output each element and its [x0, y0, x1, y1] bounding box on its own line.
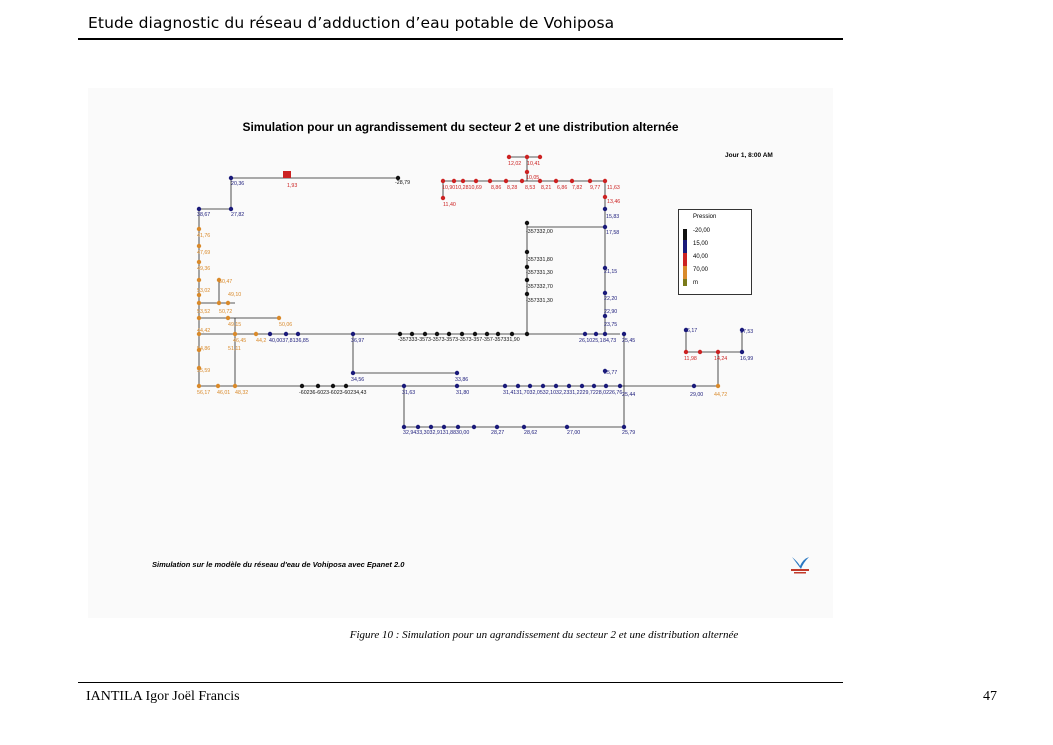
- node-pressure-label: 8,53: [525, 185, 536, 191]
- junction-node: [698, 350, 702, 354]
- node-pressure-label: 31,4131,7032,0532,1032,2331,2229,7228,0226,76: [503, 390, 623, 396]
- node-pressure-label: 12,02: [508, 161, 522, 167]
- junction-node: [554, 179, 558, 183]
- legend-label: 15,00: [693, 241, 709, 247]
- junction-node: [217, 301, 221, 305]
- junction-node: [525, 292, 529, 296]
- junction-node: [474, 179, 478, 183]
- node-pressure-label: 53,02: [197, 288, 211, 294]
- node-pressure-label: 7,82: [572, 185, 583, 191]
- junction-node: [520, 179, 524, 183]
- junction-node: [456, 425, 460, 429]
- node-pressure-label: 49,10: [228, 292, 242, 298]
- junction-node: [716, 384, 720, 388]
- legend-label: -20,00: [693, 228, 711, 234]
- junction-node: [197, 301, 201, 305]
- node-pressure-label: 17,58: [606, 230, 620, 236]
- junction-node: [197, 227, 201, 231]
- junction-node: [541, 384, 545, 388]
- node-pressure-label: 13,46: [607, 199, 621, 205]
- junction-node: [461, 179, 465, 183]
- node-pressure-label: 36,97: [351, 338, 365, 344]
- junction-node: [507, 155, 511, 159]
- junction-node: [398, 332, 402, 336]
- junction-node: [692, 384, 696, 388]
- node-pressure-label: 50,06: [279, 322, 293, 328]
- junction-node: [402, 425, 406, 429]
- junction-node: [603, 225, 607, 229]
- node-pressure-label: -357331,80: [526, 257, 553, 263]
- node-pressure-label: 9,77: [590, 185, 601, 191]
- node-pressure-label: 31,80: [456, 390, 470, 396]
- junction-node: [516, 384, 520, 388]
- junction-node: [565, 425, 569, 429]
- junction-node: [277, 316, 281, 320]
- node-pressure-label: 22,90: [604, 309, 618, 315]
- junction-node: [603, 332, 607, 336]
- node-pressure-label: -357331,30: [526, 270, 553, 276]
- junction-node: [410, 332, 414, 336]
- junction-node: [525, 278, 529, 282]
- node-pressure-label: 54,86: [197, 346, 211, 352]
- node-pressure-label: 14,24: [714, 356, 728, 362]
- junction-node: [510, 332, 514, 336]
- junction-node: [567, 384, 571, 388]
- node-pressure-label: -357332,70: [526, 284, 553, 290]
- figure-time-label: Jour 1, 8:00 AM: [725, 152, 773, 159]
- junction-node: [684, 350, 688, 354]
- node-pressure-label: 11,98: [684, 356, 697, 362]
- node-pressure-label: -357332,00: [526, 229, 553, 235]
- node-pressure-label: 6,86: [557, 185, 568, 191]
- network-diagram: [88, 88, 833, 618]
- node-pressure-label: 33,86: [455, 377, 469, 383]
- footer-rule: [78, 682, 843, 683]
- node-pressure-label: 48,32: [235, 390, 249, 396]
- junction-node: [460, 332, 464, 336]
- junction-node: [351, 371, 355, 375]
- node-pressure-label: 17,53: [740, 329, 754, 335]
- node-pressure-label: 38,67: [197, 212, 211, 218]
- junction-node: [442, 425, 446, 429]
- junction-node: [233, 332, 237, 336]
- junction-node: [503, 384, 507, 388]
- junction-node: [197, 384, 201, 388]
- junction-node: [300, 384, 304, 388]
- node-pressure-label: 44,72: [714, 392, 728, 398]
- junction-node: [592, 384, 596, 388]
- junction-node: [197, 278, 201, 282]
- node-pressure-label: 50,47: [219, 279, 233, 285]
- node-pressure-label: 27,82: [231, 212, 245, 218]
- junction-node: [570, 179, 574, 183]
- node-pressure-label: 40,0037,8136,85: [269, 338, 309, 344]
- node-pressure-label: 28,62: [524, 430, 538, 436]
- node-pressure-label: 41,76: [197, 233, 211, 239]
- junction-node: [435, 332, 439, 336]
- junction-node: [603, 179, 607, 183]
- node-pressure-label: 1,93: [287, 183, 298, 189]
- legend-label: m: [693, 280, 698, 286]
- node-pressure-label: 46,01: [217, 390, 231, 396]
- junction-node: [603, 291, 607, 295]
- junction-node: [618, 384, 622, 388]
- node-pressure-label: 11,63: [607, 185, 620, 191]
- node-pressure-label: -28,79: [395, 180, 411, 186]
- junction-node: [216, 384, 220, 388]
- node-pressure-label: -357333-3573-3573-3573-3573-357-357-357331,90: [398, 337, 520, 343]
- node-pressure-label: 15,83: [606, 214, 620, 220]
- junction-node: [525, 221, 529, 225]
- junction-node: [316, 384, 320, 388]
- node-pressure-label: 50,72: [219, 309, 233, 315]
- junction-node: [473, 332, 477, 336]
- junction-node: [528, 384, 532, 388]
- junction-node: [197, 244, 201, 248]
- legend-swatch: [683, 240, 687, 253]
- node-pressure-label: 8,86: [491, 185, 502, 191]
- legend-swatch: [683, 266, 687, 279]
- junction-node: [603, 207, 607, 211]
- figure-caption: Figure 10 : Simulation pour un agrandissement du secteur 2 et une distribution alternée: [349, 629, 739, 641]
- junction-node: [197, 207, 201, 211]
- pressure-legend: [678, 209, 752, 295]
- junction-node: [496, 332, 500, 336]
- node-pressure-label: 16,17: [684, 328, 698, 334]
- junction-node: [525, 155, 529, 159]
- node-pressure-label: 49,15: [228, 322, 242, 328]
- junction-node: [197, 316, 201, 320]
- node-pressure-label: 20,36: [231, 181, 245, 187]
- junction-node: [416, 425, 420, 429]
- junction-node: [452, 179, 456, 183]
- page-number: 47: [983, 689, 997, 704]
- node-pressure-label: 84,73: [603, 338, 617, 344]
- legend-swatch: [683, 279, 687, 286]
- junction-node: [622, 332, 626, 336]
- junction-node: [423, 332, 427, 336]
- legend-label: 40,00: [693, 254, 709, 260]
- node-pressure-label: 47,69: [197, 250, 211, 256]
- node-pressure-label: 8,21: [541, 185, 552, 191]
- node-pressure-label: 31,63: [402, 390, 416, 396]
- junction-node: [488, 179, 492, 183]
- figure-title: Simulation pour un agrandissement du secteur 2 et une distribution alternée: [242, 120, 679, 134]
- junction-node: [525, 170, 529, 174]
- junction-node: [622, 425, 626, 429]
- junction-node: [716, 350, 720, 354]
- junction-node: [583, 332, 587, 336]
- node-pressure-label: 25,45: [622, 338, 636, 344]
- node-pressure-label: 27,00: [567, 430, 581, 436]
- header-rule: [78, 38, 843, 40]
- junction-node: [233, 384, 237, 388]
- node-pressure-label: 10,41: [527, 161, 541, 167]
- footer-author: IANTILA Igor Joël Francis: [86, 689, 240, 704]
- legend-title: Pression: [693, 214, 717, 220]
- junction-node: [554, 384, 558, 388]
- node-pressure-label: 11,40: [443, 202, 456, 208]
- node-pressure-label: 29,00: [690, 392, 704, 398]
- legend-label: 70,00: [693, 267, 709, 273]
- junction-node: [441, 196, 445, 200]
- page-header-title: Etude diagnostic du réseau d’adduction d’eau potable de Vohiposa: [88, 14, 615, 32]
- node-pressure-label: 44,2: [256, 338, 267, 344]
- node-pressure-label: 25,44: [622, 392, 636, 398]
- legend-swatch: [683, 229, 687, 240]
- junction-node: [525, 265, 529, 269]
- junction-node: [284, 332, 288, 336]
- node-pressure-label: 34,56: [351, 377, 365, 383]
- junction-node: [229, 207, 233, 211]
- junction-node: [580, 384, 584, 388]
- junction-node: [229, 176, 233, 180]
- node-pressure-label: -357331,30: [526, 298, 553, 304]
- junction-node: [604, 384, 608, 388]
- network-figure: [88, 88, 833, 618]
- figure-footnote: Simulation sur le modèle du réseau d'eau de Vohiposa avec Epanet 2.0: [152, 560, 405, 569]
- node-pressure-label: 22,20: [604, 296, 618, 302]
- junction-node: [455, 371, 459, 375]
- junction-node: [538, 155, 542, 159]
- junction-node: [485, 332, 489, 336]
- node-pressure-label: 23,75: [604, 322, 618, 328]
- node-pressure-label: 55,59: [197, 368, 211, 374]
- node-pressure-label: 51,11: [228, 346, 241, 352]
- node-pressure-label: 16,99: [740, 356, 754, 362]
- node-pressure-label: 25,79: [622, 430, 636, 436]
- node-pressure-label: 10,9010,2810,69: [442, 185, 482, 191]
- node-pressure-label: 56,17: [197, 390, 211, 396]
- junction-node: [268, 332, 272, 336]
- node-pressure-label: 28,27: [491, 430, 505, 436]
- junction-node: [441, 179, 445, 183]
- junction-node: [226, 301, 230, 305]
- node-pressure-label: 10,05: [526, 175, 540, 181]
- node-pressure-label: 26,1025,1: [579, 338, 603, 344]
- node-pressure-label: 21,15: [604, 269, 618, 275]
- junction-node: [296, 332, 300, 336]
- junction-node: [740, 350, 744, 354]
- node-pressure-label: 32,9433,3032,9131,8830,00: [403, 430, 470, 436]
- junction-node: [525, 250, 529, 254]
- node-pressure-label: 8,28: [507, 185, 518, 191]
- junction-node: [525, 332, 529, 336]
- node-pressure-label: 25,77: [604, 370, 618, 376]
- node-pressure-label: 53,52: [197, 309, 211, 315]
- junction-node: [402, 384, 406, 388]
- node-pressure-label: -60236-6023-6023-60234,43: [299, 390, 367, 396]
- junction-node: [588, 179, 592, 183]
- legend-swatch: [683, 253, 687, 266]
- node-pressure-label: 46,45: [233, 338, 247, 344]
- junction-node: [429, 425, 433, 429]
- junction-node: [455, 384, 459, 388]
- junction-node: [522, 425, 526, 429]
- junction-node: [344, 384, 348, 388]
- junction-node: [331, 384, 335, 388]
- node-pressure-label: 49,36: [197, 266, 211, 272]
- junction-node: [472, 425, 476, 429]
- junction-node: [495, 425, 499, 429]
- node-pressure-label: 44,42: [197, 328, 211, 334]
- junction-node: [594, 332, 598, 336]
- junction-node: [504, 179, 508, 183]
- epanet-logo-icon: [788, 554, 812, 574]
- junction-node: [254, 332, 258, 336]
- junction-node: [197, 260, 201, 264]
- junction-node: [226, 316, 230, 320]
- junction-node: [447, 332, 451, 336]
- tank-icon: [283, 171, 291, 178]
- junction-node: [351, 332, 355, 336]
